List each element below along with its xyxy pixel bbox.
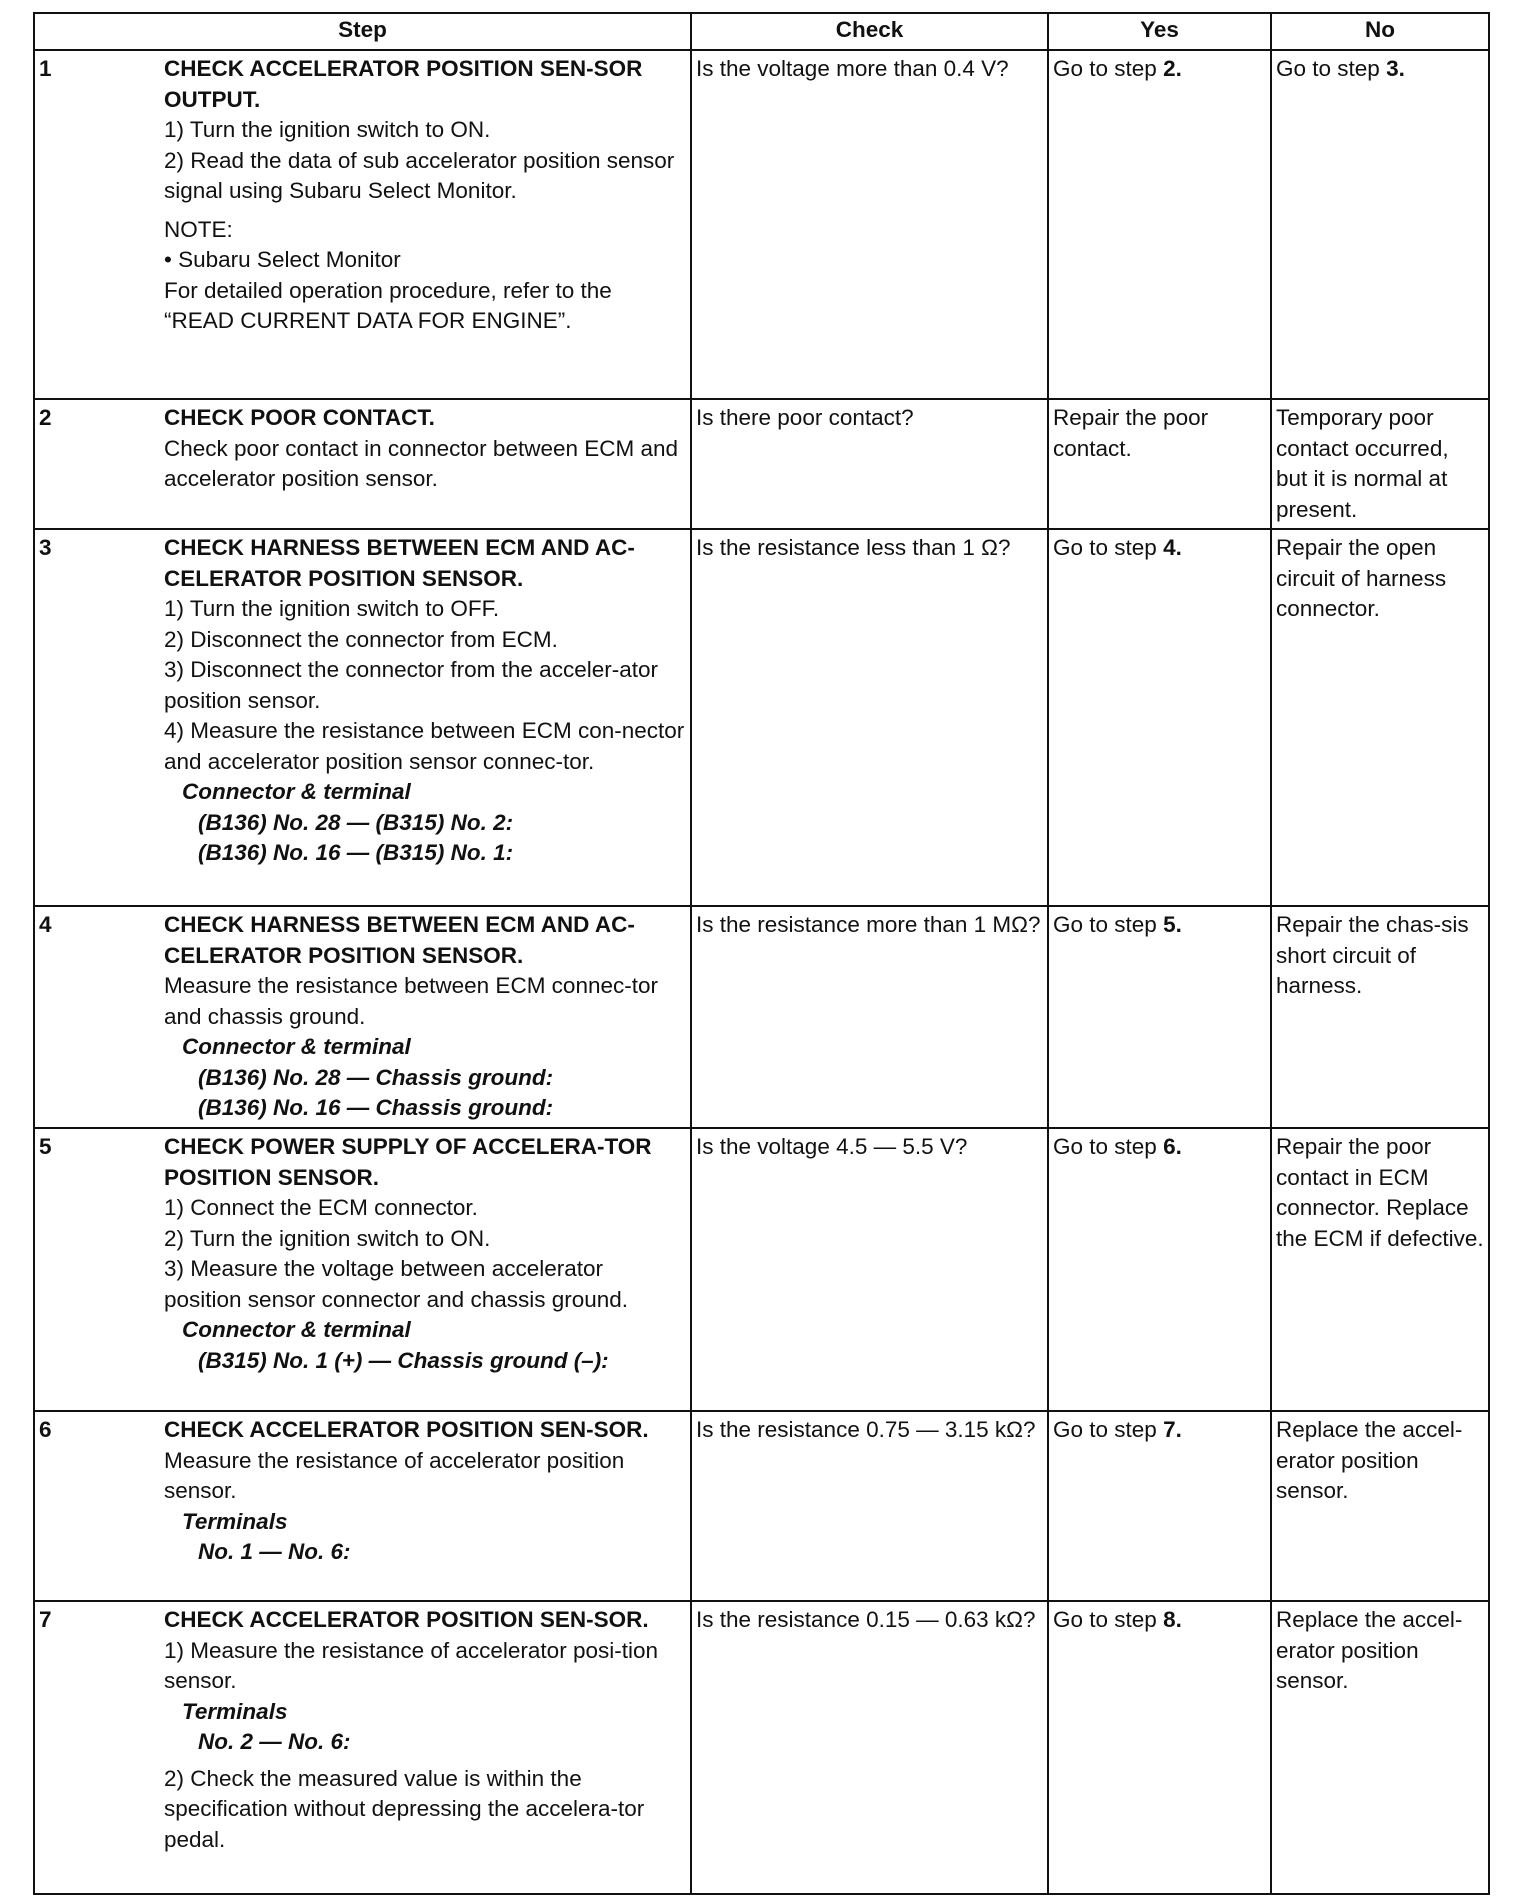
step-title: CHECK HARNESS BETWEEN ECM AND AC-CELERATOR POSITION SENSOR. (164, 535, 635, 591)
yes-step-link: 8. (1163, 1607, 1182, 1632)
spec-line: (B136) No. 28 — Chassis ground: (198, 1064, 554, 1090)
yes-text: Go to step (1053, 1417, 1164, 1442)
spec-line: (B136) No. 16 — Chassis ground: (198, 1095, 554, 1120)
step-cell (34, 906, 691, 1128)
yes-cell (1048, 906, 1271, 1128)
yes-text: Go to step (1053, 56, 1164, 81)
header-step: Step (34, 13, 691, 50)
table-row (34, 399, 1489, 529)
spec-label: Terminals (182, 1508, 288, 1534)
yes-cell (1048, 1601, 1271, 1894)
step-number: 3 (39, 535, 52, 560)
check-cell: Is the voltage more than 0.4 V? (691, 50, 1048, 399)
step-number: 4 (39, 912, 52, 937)
table-row (34, 1601, 1489, 1894)
step-cell (34, 1601, 691, 1894)
step-title: CHECK ACCELERATOR POSITION SEN-SOR OUTPUT. (164, 56, 643, 112)
step-instruction: 2) Check the measured value is within the specification without depressing the accelera-tor pedal. (164, 1765, 645, 1852)
check-cell: Is the voltage 4.5 — 5.5 V? (691, 1128, 1048, 1411)
step-instruction: 2) Turn the ignition switch to ON. (164, 1225, 491, 1251)
step-cell (34, 1128, 691, 1411)
yes-step-link: 5. (1163, 912, 1182, 937)
no-cell: Repair the open circuit of harness connector. (1271, 529, 1489, 906)
table-row (34, 906, 1489, 1128)
header-row (34, 13, 1489, 50)
check-cell: Is the resistance less than 1 Ω? (691, 529, 1048, 906)
check-cell: Is the resistance more than 1 MΩ? (691, 906, 1048, 1128)
step-instruction: 2) Disconnect the connector from ECM. (164, 626, 558, 652)
check-cell: Is there poor contact? (691, 399, 1048, 529)
step-number: 2 (39, 405, 52, 430)
step-number: 5 (39, 1134, 52, 1159)
spec-label: Connector & terminal (182, 779, 411, 804)
header-no: No (1271, 13, 1489, 50)
spec-label: Connector & terminal (182, 1317, 411, 1342)
step-instruction: 3) Measure the voltage between accelerator position sensor connector and chassis ground. (164, 1256, 629, 1312)
step-instruction: 2) Read the data of sub accelerator position sensor signal using Subaru Select Monitor. (164, 147, 675, 203)
step-number: 6 (39, 1417, 52, 1442)
spec-line: (B136) No. 28 — (B315) No. 2: (198, 809, 514, 835)
yes-cell: Repair the poor contact. (1048, 399, 1271, 529)
table-row (34, 1411, 1489, 1601)
no-step-link: 3. (1386, 56, 1405, 81)
yes-text: Go to step (1053, 912, 1164, 937)
yes-text: Go to step (1053, 535, 1164, 560)
step-title: CHECK ACCELERATOR POSITION SEN-SOR. (164, 1607, 649, 1632)
yes-step-link: 4. (1163, 535, 1182, 560)
step-instruction: 1) Turn the ignition switch to ON. (164, 117, 491, 142)
note-label: NOTE: (164, 216, 233, 242)
header-check: Check (691, 13, 1048, 50)
check-cell: Is the resistance 0.75 — 3.15 kΩ? (691, 1411, 1048, 1601)
step-instruction: 4) Measure the resistance between ECM con-nector and accelerator position sensor connec-tor. (164, 718, 685, 774)
spec-label: Terminals (182, 1698, 288, 1724)
table-row (34, 50, 1489, 399)
yes-text: Go to step (1053, 1134, 1164, 1159)
troubleshooting-sheet (33, 12, 1488, 1895)
note-bullet: • Subaru Select Monitor (164, 247, 401, 272)
no-cell (1271, 50, 1489, 399)
spec-label: Connector & terminal (182, 1034, 411, 1059)
yes-cell (1048, 1128, 1271, 1411)
table-row (34, 529, 1489, 906)
step-instruction: Measure the resistance between ECM connec-tor and chassis ground. (164, 973, 658, 1029)
step-title: CHECK POWER SUPPLY OF ACCELERA-TOR POSITION SENSOR. (164, 1134, 652, 1190)
step-cell (34, 1411, 691, 1601)
step-cell (34, 529, 691, 906)
spec-line: No. 2 — No. 6: (198, 1729, 351, 1754)
no-cell: Replace the accel-erator position sensor. (1271, 1411, 1489, 1601)
step-number: 1 (39, 56, 52, 81)
note-text: For detailed operation procedure, refer to the “READ CURRENT DATA FOR ENGINE”. (164, 277, 612, 333)
step-instruction: 1) Measure the resistance of accelerator posi-tion sensor. (164, 1637, 658, 1693)
yes-step-link: 7. (1163, 1417, 1182, 1442)
no-cell: Repair the chas-sis short circuit of harness. (1271, 906, 1489, 1128)
diagnostic-table (33, 12, 1490, 1895)
step-cell (34, 399, 691, 529)
check-cell: Is the resistance 0.15 — 0.63 kΩ? (691, 1601, 1048, 1894)
yes-cell (1048, 1411, 1271, 1601)
yes-step-link: 2. (1163, 56, 1182, 81)
step-title: CHECK ACCELERATOR POSITION SEN-SOR. (164, 1417, 649, 1442)
table-row (34, 1128, 1489, 1411)
step-instruction: Measure the resistance of accelerator position sensor. (164, 1447, 625, 1503)
step-title: CHECK POOR CONTACT. (164, 405, 435, 430)
step-instruction: 1) Turn the ignition switch to OFF. (164, 596, 500, 621)
step-title: CHECK HARNESS BETWEEN ECM AND AC-CELERATOR POSITION SENSOR. (164, 912, 635, 968)
no-cell: Replace the accel-erator position sensor. (1271, 1601, 1489, 1894)
header-yes: Yes (1048, 13, 1271, 50)
step-instruction: 3) Disconnect the connector from the acceler-ator position sensor. (164, 657, 658, 713)
spec-line: No. 1 — No. 6: (198, 1539, 351, 1564)
yes-cell (1048, 50, 1271, 399)
yes-step-link: 6. (1163, 1134, 1182, 1159)
step-number: 7 (39, 1607, 52, 1632)
no-text: Go to step (1276, 56, 1387, 81)
step-instruction: 1) Connect the ECM connector. (164, 1195, 478, 1220)
step-cell (34, 50, 691, 399)
yes-text: Go to step (1053, 1607, 1164, 1632)
no-cell: Repair the poor contact in ECM connector. Replace the ECM if defective. (1271, 1128, 1489, 1411)
spec-line: (B315) No. 1 (+) — Chassis ground (–): (198, 1347, 609, 1373)
yes-cell (1048, 529, 1271, 906)
step-instruction: Check poor contact in connector between ECM and accelerator position sensor. (164, 435, 679, 491)
no-cell: Temporary poor contact occurred, but it is normal at present. (1271, 399, 1489, 529)
spec-line: (B136) No. 16 — (B315) No. 1: (198, 840, 514, 865)
